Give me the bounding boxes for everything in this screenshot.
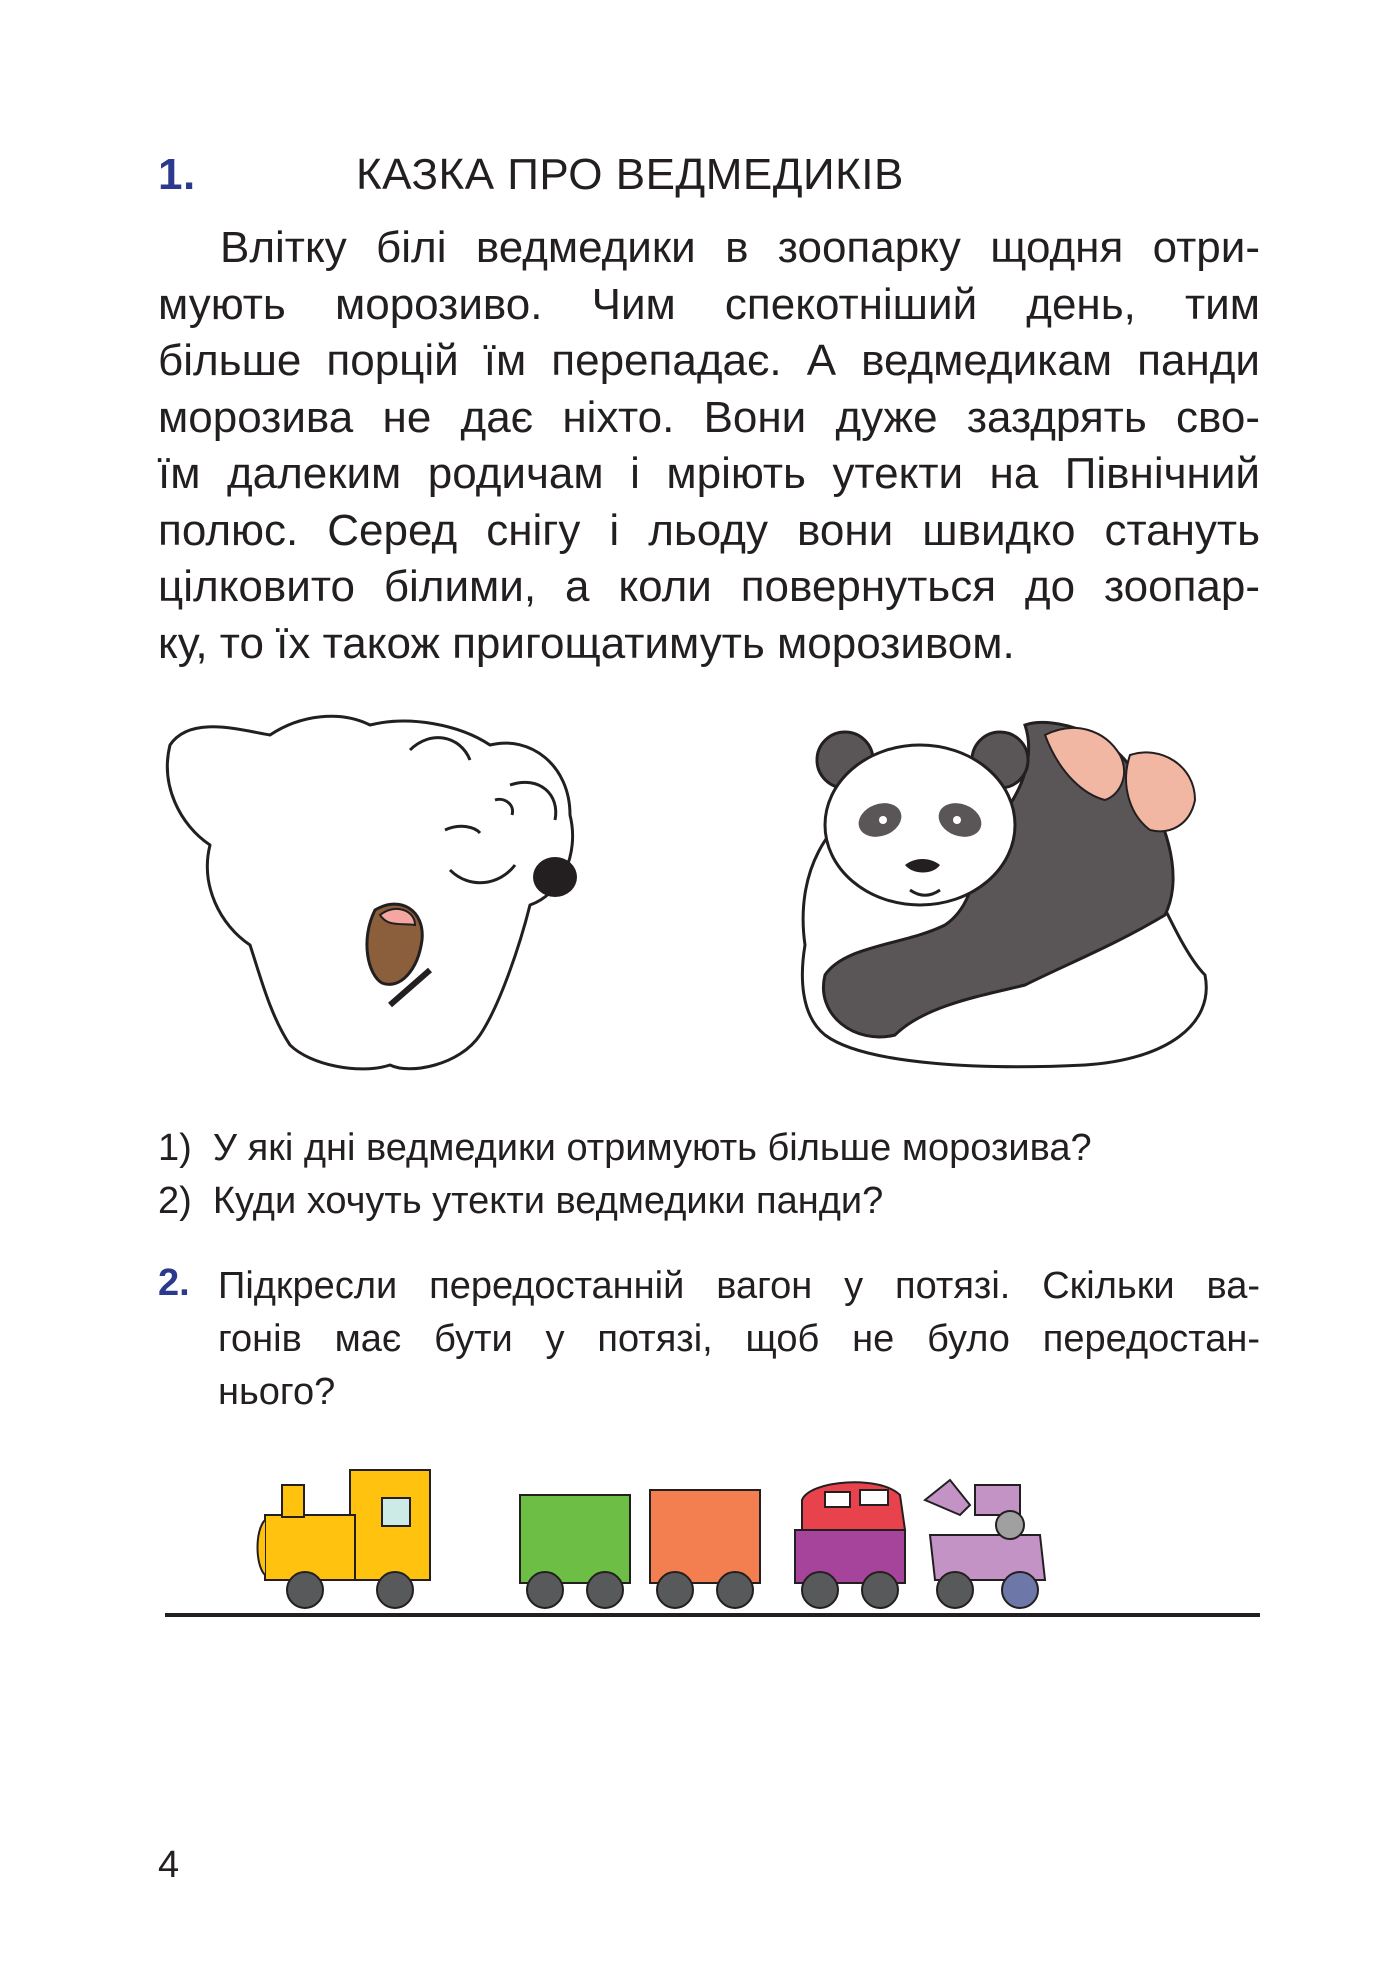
story-title: КАЗКА ПРО ВЕДМЕДИКІВ (356, 150, 904, 199)
orange-wagon (650, 1490, 760, 1583)
task2-text (218, 1260, 1260, 1419)
story-line: мують морозиво. Чим спекотніший день, тим (158, 279, 1260, 329)
question-item (158, 1122, 1092, 1175)
story-paragraph (158, 220, 1260, 672)
page-number: 4 (158, 1844, 180, 1886)
locomotive (258, 1470, 431, 1580)
panda-head (825, 745, 1015, 905)
train-illustration (160, 1460, 1270, 1630)
story-line: більше порцій їм перепадає. А ведмедикам панди (158, 336, 1260, 385)
green-wagon (520, 1495, 630, 1583)
question-list (158, 1122, 1092, 1228)
story-line: морозива не дає ніхто. Вони дуже заздрять сво- (158, 392, 1260, 442)
story-line: ку, то їх також пригощатимуть морозивом. (158, 618, 1015, 668)
task2-line: гонів має бути у потязі, щоб не було передостан- (218, 1318, 1260, 1360)
polar-bear-illustration (160, 705, 680, 1085)
question-item (158, 1175, 1092, 1228)
question-text: У які дні ведмедики отримують більше морозива? (212, 1127, 1092, 1169)
task-number-1: 1. (158, 150, 196, 199)
train-wheels (287, 1572, 1038, 1608)
car-wagon (795, 1482, 905, 1583)
task2-line: Підкресли передостанній вагон у потязі. Скільки ва- (218, 1265, 1260, 1307)
story-line: їм далеким родичам і мріють утекти на Північний (158, 449, 1260, 498)
task-number-2: 2. (158, 1262, 190, 1304)
task2-line: нього? (218, 1371, 336, 1413)
story-line: Влітку білі ведмедики в зоопарку щодня отри- (220, 223, 1260, 272)
question-number: 2) (158, 1180, 192, 1222)
story-line: полюс. Серед снігу і льоду вони швидко стануть (158, 505, 1260, 555)
story-line: цілковито білими, а коли повернуться до зоопар- (158, 562, 1260, 611)
question-number: 1) (158, 1127, 192, 1169)
lilac-wagon (925, 1480, 1045, 1580)
bear-nose (533, 857, 577, 897)
question-text: Куди хочуть утекти ведмедики панди? (212, 1180, 884, 1222)
panda-illustration (785, 715, 1235, 1070)
